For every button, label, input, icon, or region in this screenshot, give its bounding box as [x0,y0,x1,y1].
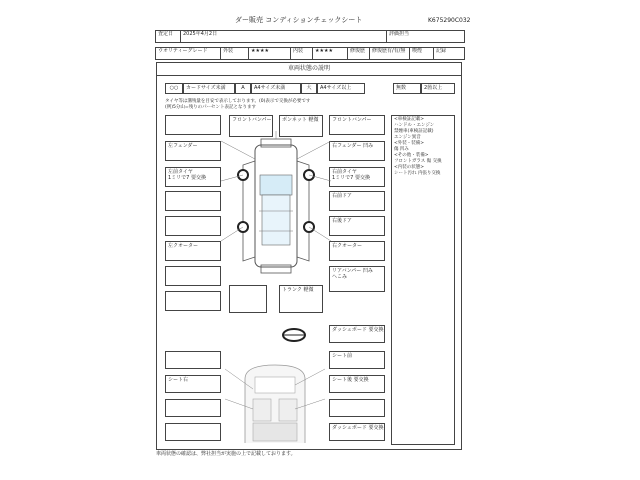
date-value: 2025年4月2日 [183,31,218,37]
header-row-2 [155,47,465,60]
left-front-tire-note: 1ミリで7 要交換 [168,175,206,181]
sheet-title: ダー販売 コンディションチェックシート [235,16,363,24]
box-rear-left [229,285,267,313]
sheet-heading: 車両状態の説明 [156,62,462,76]
repair-history-value: 修復歴有/有/無 [370,47,410,60]
exterior-rating: ★★★★ [249,47,291,60]
notes-line-0: <車検証記載> [394,117,425,122]
legend-a4-under: A4サイズ未満 [251,83,301,94]
car-interior-diagram [225,359,325,445]
box-right-1: フロントバンパー [329,115,385,135]
grade-label: ウオリティーグレード [156,47,221,60]
box-interior-left-3 [165,399,221,417]
smoking-label: 喫煙 [410,47,434,60]
legend-symbol-small: ○○ [165,83,183,94]
right-front-tire-note: 1ミリで7 要交換 [332,175,370,181]
right-front-tire-label: 右前タイヤ [332,169,357,175]
legend-two-plus: 2箇以上 [421,83,455,94]
car-top-view-diagram [221,131,331,281]
box-front-bumper: フロントバンパー [229,115,273,137]
legend-symbol-a: A [235,83,251,94]
records-label: 記録 [436,48,447,54]
legend-many: 無数 [393,83,421,94]
box-hood: ボンネット 軽微 [279,115,323,137]
left-front-tire-label: 左前タイヤ [168,169,193,175]
inspector-label: 評価担当 [386,30,466,43]
box-seat-rear: シート後 要交換 [329,375,385,393]
interior-rating: ★★★★ [313,47,348,60]
box-interior-1: ダッシュボード 要交換 [329,325,385,343]
legend-symbol-large: 大 [301,83,317,94]
box-trunk: トランク 軽微 [279,285,323,313]
box-interior-left-4 [165,423,221,441]
notes-line-4: <外装・装備> [394,141,425,146]
box-right-front-tire [329,167,385,187]
header-row-1 [155,30,465,43]
box-left-8 [165,291,221,311]
box-interior-5: ダッシュボード 要交換 [329,423,385,441]
box-left-4 [165,191,221,211]
notes-line-3: エンジン異音 [394,135,421,140]
box-right-quarter: 右クオーター [329,241,385,261]
rear-bumper-note: へこみ [332,274,348,280]
box-left-5 [165,216,221,236]
legend-small: カードサイズ未満 [183,83,235,94]
condition-sheet [156,62,462,450]
box-seat-front: シート前 [329,351,385,369]
rear-bumper-label: リアバンパー 凹み [332,268,373,274]
legend-a4-over: A4サイズ以上 [317,83,365,94]
box-left-quarter: 左クオーター [165,241,221,261]
notes-line-1: ハンドル・エンジン [394,123,435,128]
notes-line-5: 傷 凹み [394,147,409,152]
date-label: 査定日 [156,30,181,43]
tire-note-example: (例)5分山=残りのパーセント表記となります [165,105,257,110]
box-right-rear-door: 右後ドア [329,216,385,236]
footer-note: 車両状態の確認は、弊社担当が実施の上で記載しております。 [156,451,296,457]
box-right-fender: 右フェンダー 凹み [329,141,385,161]
box-left-1 [165,115,221,135]
box-left-fender: 左フェンダー [165,141,221,161]
box-seat-left: シート右 [165,375,221,393]
notes-panel [391,115,455,445]
steering-wheel-icon [281,327,307,343]
notes-line-7: フロントガラス 傷 交換 [394,159,442,164]
box-interior-4 [329,399,385,417]
notes-line-6: <その他・装備> [394,153,429,158]
notes-line-2: 禁煙車(車検証記載) [394,129,434,134]
notes-line-9: シート汚れ 内張り交換 [394,171,441,176]
sheet-number: K675290C032 [428,17,471,24]
tire-note: タイヤ等は溝残量を目安で表示しております。(0)表示で交換が必要です [165,99,311,104]
box-rear-bumper [329,266,385,292]
box-left-7 [165,266,221,286]
exterior-label: 外装 [221,47,249,60]
box-left-front-tire [165,167,221,187]
repair-history-label: 修復歴 [348,47,370,60]
box-right-front-door: 右前ドア [329,191,385,211]
box-interior-left-1 [165,351,221,369]
interior-label: 内装 [291,47,313,60]
notes-line-8: <内装の状態> [394,165,425,170]
